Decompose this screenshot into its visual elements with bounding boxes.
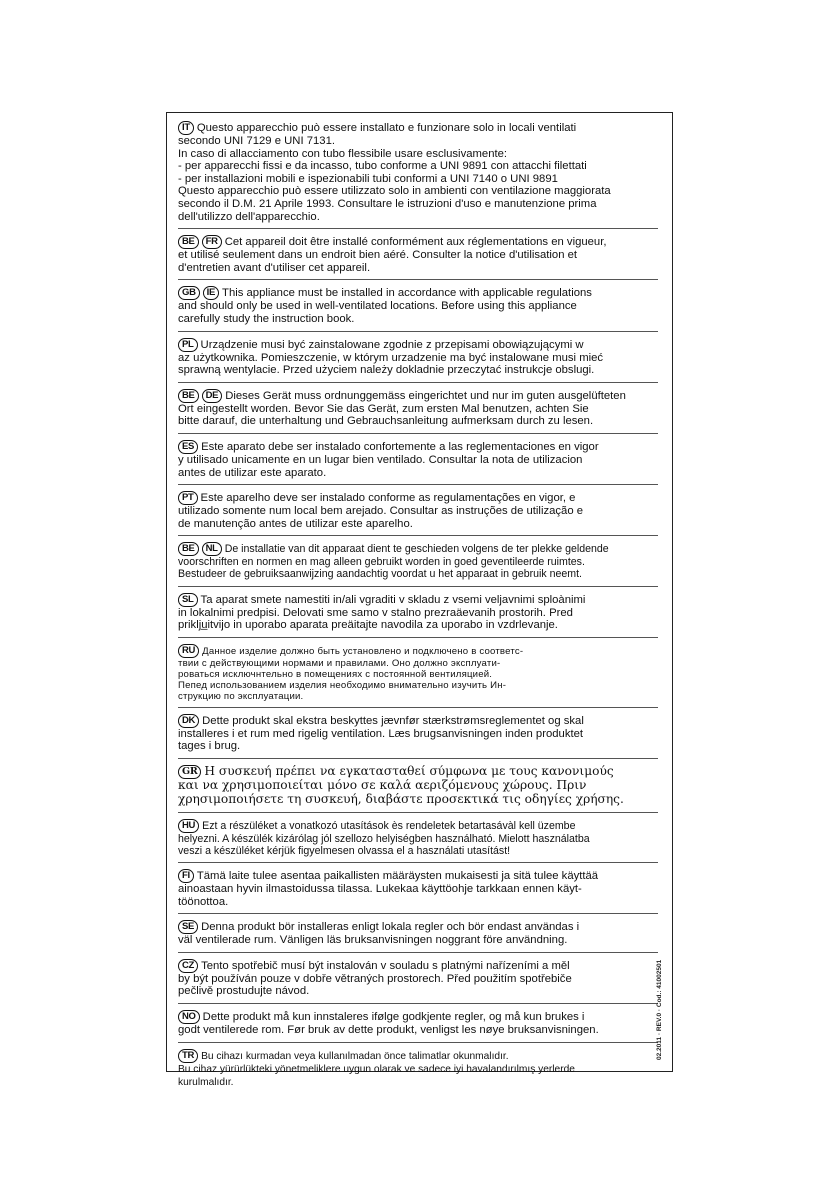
notice-text: sprawną wentylacie. Przed użyciem należy dokladnie przeczytać instrukcje obslugi. <box>178 364 595 377</box>
notice-line <box>178 765 658 779</box>
notice-text: antes de utilizar este aparato. <box>178 466 327 479</box>
country-badge-it: IT <box>178 121 194 135</box>
notice-text: Ort eingestellt worden. Bevor Sie das Gerät, zum ersten Mal benutzen, achten Sie <box>178 402 589 415</box>
notice-text: χρησιμοποιήσετε τη συσκευή, διαβάστε προσεκτικά τις οδηγίες χρήσης. <box>178 791 624 806</box>
notice-line <box>178 338 658 352</box>
notice-text: Tento spotřebič musí být instalován v souladu s platnými nařízeními a měl <box>201 959 570 972</box>
notice-text: väl ventilerade rum. Vänligen läs bruksanvisningen noggrant före användning. <box>178 934 568 947</box>
notice-text: Пепед использованием изделия необходимо внимательно изучить Ин- <box>178 679 507 691</box>
notice-line <box>178 389 658 403</box>
notice-text: d'entretien avant d'utiliser cet appareil. <box>178 261 371 274</box>
notice-text: dell'utilizzo dell'apparecchio. <box>178 210 320 223</box>
notice-text: ainoastaan hyvin ilmastoidussa tilassa. Lukekaa käyttöohje tarkkaan ennen käyt- <box>178 883 582 896</box>
country-badge-ru: RU <box>178 644 199 658</box>
notice-line <box>178 680 658 691</box>
notice-text: This appliance must be installed in accordance with applicable regulations <box>222 287 592 300</box>
notice-text: de manutenção antes de utilizar este aparelho. <box>178 517 413 530</box>
notice-text: by být používán pouze v dobře větraných prostorech. Před použitím spotřebiče <box>178 972 572 985</box>
notice-text: and should only be used in well-ventilated locations. Before using this appliance <box>178 300 577 313</box>
notice-line <box>178 211 658 224</box>
notice-line <box>178 883 658 896</box>
notice-text: струкцию по эксплуатации. <box>178 690 304 702</box>
country-badge-be: BE <box>178 542 199 556</box>
notice-block-be-fr <box>178 235 658 280</box>
country-badge-ie: IE <box>203 286 219 300</box>
country-badge-no: NO <box>178 1010 200 1024</box>
notice-line <box>178 491 658 505</box>
notice-line <box>178 658 658 669</box>
notice-line <box>178 779 658 793</box>
notice-text: In caso di allacciamento con tubo flessibile usare esclusivamente: <box>178 147 508 160</box>
notice-text: secondo il D.M. 21 Aprile 1993. Consultare le istruzioni d'uso e manutenzione prima <box>178 197 597 210</box>
notice-line <box>178 542 658 556</box>
notice-line <box>178 518 658 531</box>
notice-line <box>178 1049 658 1063</box>
country-badge-dk: DK <box>178 714 199 728</box>
notice-line <box>178 403 658 416</box>
notice-block-no <box>178 1010 658 1043</box>
notice-line <box>178 505 658 518</box>
notice-block-cz <box>178 959 658 1004</box>
notice-block-se <box>178 920 658 953</box>
notice-text: Este aparelho deve ser instalado conforme as regulamentações en vigor, e <box>200 492 576 505</box>
notice-line <box>178 467 658 480</box>
notice-text: Dieses Gerät muss ordnunggemäss eingerichtet und nur im guten ausgelüfteten <box>225 389 626 402</box>
notice-text: carefully study the instruction book. <box>178 312 355 325</box>
notice-line <box>178 896 658 909</box>
document-code-text: 02.2011 · REV.0 · Cod.: 41002501 <box>656 959 663 1060</box>
notice-line <box>178 669 658 680</box>
notice-text: - per installazioni mobili e ispezionabili tubi conformi a UNI 7140 o UNI 9891 <box>178 172 558 185</box>
notice-line <box>178 619 658 632</box>
notice-frame <box>166 112 673 1088</box>
notice-text: helyezni. A készülék kizárólag jól szellozo helyiségben használható. Mielott használatba <box>178 832 590 845</box>
notice-text: et utilisé seulement dans un endroit bien aéré. Consulter la notice d'utilisation et <box>178 249 578 262</box>
notice-line <box>178 135 658 148</box>
notice-text: και να χρησιμοποιείται μόνο σε καλά αεριζόμενους χώρους. Πριν <box>178 778 587 793</box>
notice-line <box>178 160 658 173</box>
notice-text: Η συσκευή πρέπει να εγκατασταθεί σύμφωνα με τους κανονιμούς <box>204 764 614 779</box>
notice-text: godt ventilerede rom. Før bruk av dette produkt, venligst les nøye bruksanvisningen. <box>178 1024 599 1037</box>
notice-line <box>178 959 658 973</box>
notice-line <box>178 415 658 428</box>
notice-line <box>178 985 658 998</box>
country-badge-tr: TR <box>178 1049 198 1063</box>
notice-text: utilizado somente num local bem arejado. Consultar as instruções de utilização e <box>178 505 584 518</box>
notice-line <box>178 819 658 833</box>
notice-line <box>178 728 658 741</box>
notice-line <box>178 845 658 857</box>
notice-line <box>178 364 658 377</box>
notice-line <box>178 1010 658 1024</box>
notice-line <box>178 593 658 607</box>
notice-block-pt <box>178 491 658 536</box>
country-badge-es: ES <box>178 440 198 454</box>
notice-line <box>178 644 658 658</box>
country-badge-hu: HU <box>178 819 199 833</box>
notice-line <box>178 1076 658 1089</box>
notice-text: bitte darauf, die unterhaltung und Gebrauchsanleitung aufmerksam durch zu lesen. <box>178 415 594 428</box>
notice-block-gr <box>178 765 658 813</box>
notice-text: Questo apparecchio può essere utilizzato solo in ambienti con ventilazione maggiorata <box>178 185 611 198</box>
notice-text: in lokalnimi predpisi. Delovati sme samo v stalno prezraäevanih prostorih. Pred <box>178 606 573 619</box>
country-badge-gb: GB <box>178 286 200 300</box>
country-badge-pl: PL <box>178 338 198 352</box>
notice-line <box>178 793 658 807</box>
notice-text: Dette produkt må kun innstaleres ifølge godkjente regler, og må kun brukes i <box>202 1011 585 1024</box>
notice-line <box>178 1063 658 1076</box>
country-badge-de: DE <box>202 389 223 403</box>
notice-block-be-nl <box>178 542 658 586</box>
notice-line <box>178 556 658 568</box>
notice-text: pečlivě prostudujte návod. <box>178 985 310 998</box>
notice-block-hu <box>178 819 658 863</box>
country-badge-gr: GR <box>178 765 201 779</box>
document-code <box>656 952 666 1062</box>
notice-line <box>178 1024 658 1037</box>
notice-block-pl <box>178 338 658 383</box>
notice-text: y utilisado unicamente en un lugar bien ventilado. Consultar la nota de utilizacion <box>178 453 583 466</box>
notice-text: Tämä laite tulee asentaa paikallisten määräysten mukaisesti ja sitä tulee käyttää <box>196 870 599 883</box>
notice-text: Данное изделие должно быть установлено и подключено в соответс- <box>202 645 524 657</box>
notice-line <box>178 607 658 620</box>
notice-text: veszi a készüléket kérjük figyelmesen olvassa el a használati utasítást! <box>178 844 511 857</box>
notice-text: De installatie van dit apparaat dient te geschieden volgens de ter plekke geldende <box>224 543 609 556</box>
country-badge-be: BE <box>178 389 199 403</box>
notice-block-fi <box>178 869 658 914</box>
notice-line <box>178 352 658 365</box>
notice-text: твии с действующими нормами и правилами. Оно должно эксплуати- <box>178 657 501 669</box>
notice-line <box>178 691 658 702</box>
notice-line <box>178 934 658 947</box>
country-badge-se: SE <box>178 920 198 934</box>
notice-line <box>178 740 658 753</box>
notice-text: Este aparato debe ser instalado confortemente a las reglementaciones en vigor <box>201 440 599 453</box>
notice-line <box>178 313 658 326</box>
notice-text: az użytkownika. Pomieszczenie, w którym urzadzenie ma być instalowane musi mieć <box>178 351 604 364</box>
notice-text: Bu cihaz yürürlükteki yönetmeliklere uygun olarak ve sadece iyi havalandırılmış yerlerde <box>178 1063 575 1075</box>
notice-line <box>178 249 658 262</box>
notice-text: роваться исключнтельно в помещениях с постоянной вентиляцией. <box>178 668 493 680</box>
notice-text: - per apparecchi fissi e da incasso, tubo conforme a UNI 9891 con attacchi filettati <box>178 160 587 173</box>
notice-text: voorschriften en normen en mag alleen gebruikt worden in goed geventileerde ruimtes. <box>178 556 585 569</box>
notice-line <box>178 185 658 198</box>
notice-block-es <box>178 440 658 485</box>
country-badge-nl: NL <box>202 542 222 556</box>
notice-text: secondo UNI 7129 e UNI 7131. <box>178 135 335 147</box>
notice-line <box>178 440 658 454</box>
notice-line <box>178 262 658 275</box>
notice-block-be-de <box>178 389 658 434</box>
notice-text: Ta aparat smete namestiti in/ali vgraditi v skladu z vsemi veljavnimi sploànimi <box>200 593 586 606</box>
notice-text: installeres i et rum med rigelig ventilation. Læs brugsanvisningen inden produktet <box>178 727 584 740</box>
notice-block-dk <box>178 714 658 759</box>
country-badge-be: BE <box>178 235 199 249</box>
country-badge-fi: FI <box>178 869 194 883</box>
notice-line <box>178 833 658 845</box>
country-badge-sl: SL <box>178 593 198 607</box>
notice-text: Bu cihazı kurmadan veya kullanılmadan önce talimatlar okunmalıdır. <box>201 1050 509 1062</box>
notice-line <box>178 714 658 728</box>
notice-text: Bestudeer de gebruiksaanwijzing aandachtig voordat u het apparaat in gebruik neemt. <box>178 568 583 581</box>
notice-block-tr <box>178 1049 658 1094</box>
notice-line <box>178 869 658 883</box>
notice-block-sl <box>178 593 658 638</box>
notice-text: tages i brug. <box>178 740 241 753</box>
notice-block-ru <box>178 644 658 708</box>
notice-line <box>178 568 658 580</box>
country-badge-fr: FR <box>202 235 222 249</box>
notice-line <box>178 121 658 135</box>
notice-line <box>178 235 658 249</box>
notice-text: töönottoa. <box>178 895 229 908</box>
country-badge-cz: CZ <box>178 959 198 973</box>
notice-text: Dette produkt skal ekstra beskyttes jævnfør stærkstrømsreglementet og skal <box>202 714 584 727</box>
notice-line <box>178 920 658 934</box>
notice-block-gb-ie <box>178 286 658 331</box>
notice-line <box>178 148 658 161</box>
notice-line <box>178 198 658 211</box>
notice-line <box>178 454 658 467</box>
notice-text: priklju̲itvijo in uporabo aparata preäitajte navodila za uporabo in vzdrlevanje. <box>178 619 558 632</box>
notice-block-it <box>178 121 658 229</box>
notice-text: Urządzenie musi być zainstalowane zgodnie z przepisami obowiązującymi w <box>200 338 584 351</box>
notice-text: Cet appareil doit être installé conformément aux réglementations en vigueur, <box>224 236 607 249</box>
country-badge-pt: PT <box>178 491 198 505</box>
notice-text: Denna produkt bör installeras enligt lokala regler och bör endast användas i <box>201 921 580 934</box>
notice-line <box>178 973 658 986</box>
notice-text: kurulmalıdır. <box>178 1076 234 1088</box>
notice-line <box>178 286 658 300</box>
notice-content <box>178 121 658 1100</box>
notice-text: Questo apparecchio può essere installato e funzionare solo in locali ventilati <box>196 122 577 134</box>
notice-line <box>178 300 658 313</box>
notice-text: Ezt a részüléket a vonatkozó utasítások ès rendeletek betartasávàl kell üzembe <box>202 819 576 832</box>
notice-line <box>178 173 658 186</box>
